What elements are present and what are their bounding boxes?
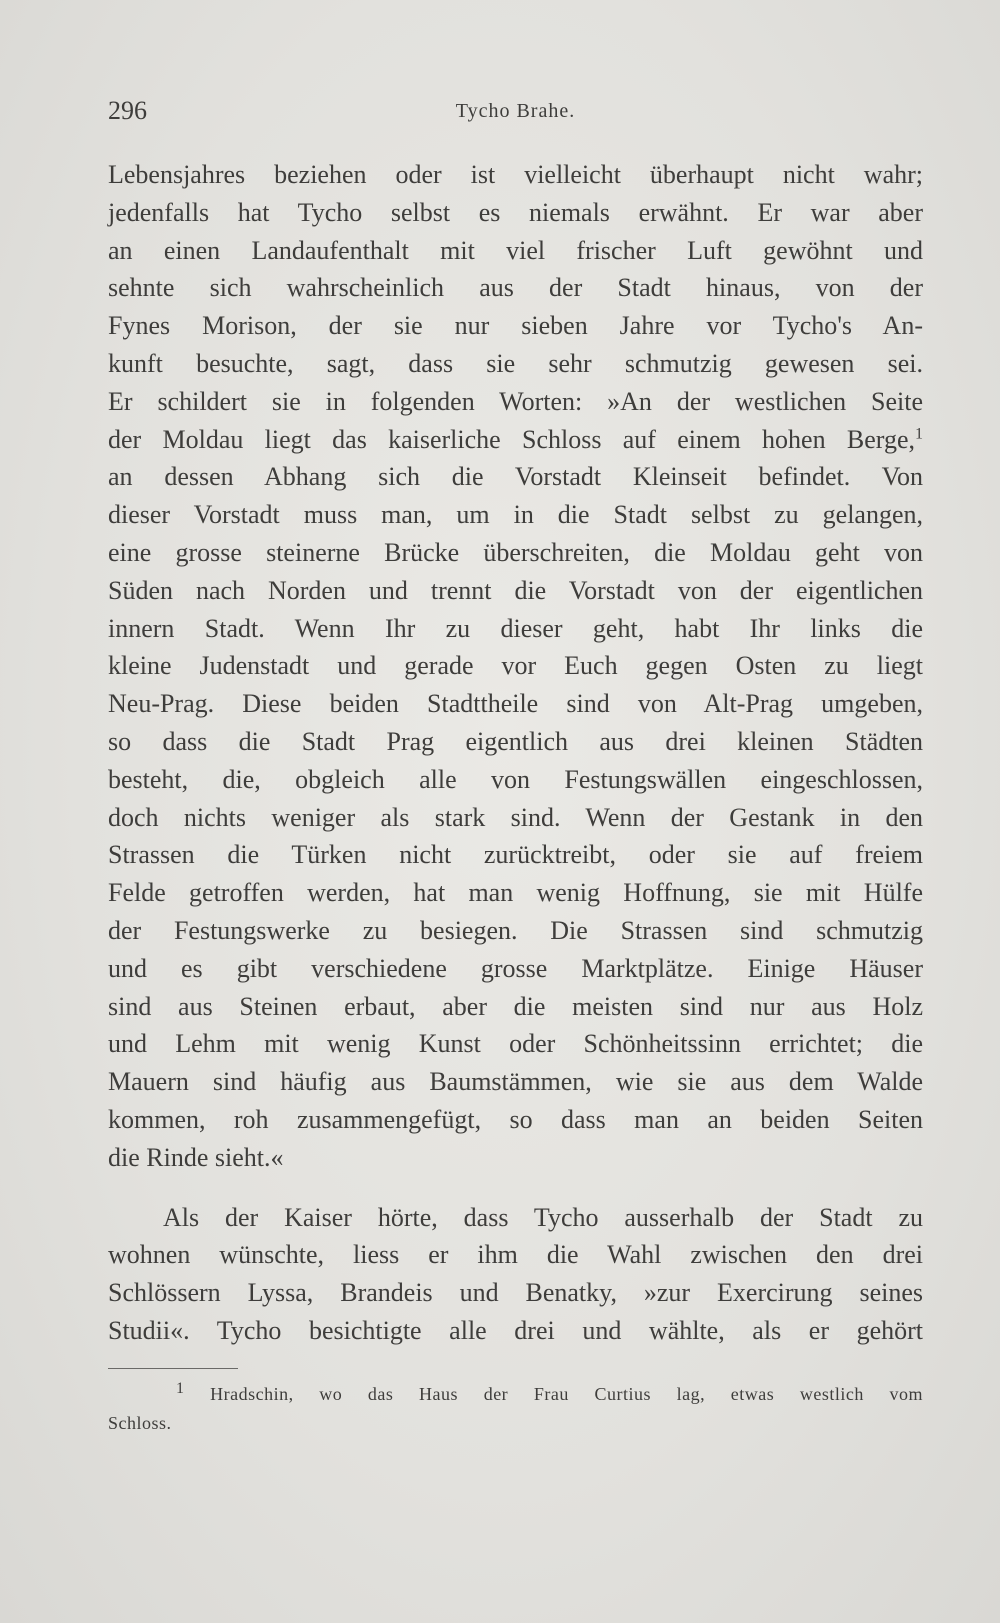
page-number: 296: [108, 96, 147, 125]
text-line: an dessen Abhang sich die Vorstadt Kleinseit befindet. Von: [108, 462, 923, 492]
text-line: und es gibt verschiedene grosse Marktplätze. Einige Häuser: [108, 953, 923, 983]
text-line: jedenfalls hat Tycho selbst es niemals erwähnt. Er war aber: [108, 197, 923, 227]
text-line: wohnen wünschte, liess er ihm die Wahl zwischen den drei: [108, 1240, 923, 1270]
text-line: kleine Judenstadt und gerade vor Euch gegen Osten zu liegt: [108, 651, 923, 681]
paragraph-2: [108, 1199, 923, 1350]
footnote-number: 1: [176, 1380, 185, 1397]
text-line: Fynes Morison, der sie nur sieben Jahre vor Tycho's An-: [108, 311, 923, 341]
text-line: Schlössern Lyssa, Brandeis und Benatky, »zur Exercirung seines: [108, 1278, 923, 1308]
footnote-separator: [108, 1368, 238, 1369]
text-line: Studii«. Tycho besichtigte alle drei und wählte, als er gehört: [108, 1315, 923, 1345]
text-line: besteht, die, obgleich alle von Festungswällen eingeschlossen,: [108, 764, 923, 794]
running-head: Tycho Brahe.: [455, 100, 576, 122]
text-line: kommen, roh zusammengefügt, so dass man an beiden Seiten: [108, 1104, 923, 1134]
footnote-line: Schloss.: [108, 1413, 172, 1433]
text-line: doch nichts weniger als stark sind. Wenn der Gestank in den: [108, 802, 923, 832]
text-line: eine grosse steinerne Brücke überschreiten, die Moldau geht von: [108, 537, 923, 567]
text-line: und Lehm mit wenig Kunst oder Schönheitssinn errichtet; die: [108, 1029, 923, 1059]
text-line: kunft besuchte, sagt, dass sie sehr schmutzig gewesen sei.: [108, 348, 923, 378]
text-line: Felde getroffen werden, hat man wenig Hoffnung, sie mit Hülfe: [108, 878, 923, 908]
text-line: Lebensjahres beziehen oder ist vielleicht überhaupt nicht wahr;: [108, 160, 923, 189]
page-header: [108, 96, 923, 128]
text-line: sind aus Steinen erbaut, aber die meisten sind nur aus Holz: [108, 991, 923, 1021]
text-line: Strassen die Türken nicht zurücktreibt, oder sie auf freiem: [108, 840, 923, 870]
text-line: an einen Landaufenthalt mit viel frischer Luft gewöhnt und: [108, 235, 923, 265]
text-line: die Rinde sieht.«: [108, 1142, 284, 1172]
text-line: Er schildert sie in folgenden Worten: »An der westlichen Seite: [108, 386, 923, 416]
text-line: der Festungswerke zu besiegen. Die Strassen sind schmutzig: [108, 915, 923, 945]
text-line: Süden nach Norden und trennt die Vorstadt von der eigentlichen: [108, 575, 923, 605]
text-line: sehnte sich wahrscheinlich aus der Stadt hinaus, von der: [108, 273, 923, 303]
text-line: Als der Kaiser hörte, dass Tycho ausserhalb der Stadt zu: [163, 1202, 923, 1232]
paragraph-gap: [108, 1177, 923, 1199]
text-line: Mauern sind häufig aus Baumstämmen, wie sie aus dem Walde: [108, 1067, 923, 1097]
text-line-with-footnote: [108, 421, 923, 459]
text-line-content: der Moldau liegt das kaiserliche Schloss auf einem hohen Berge,: [108, 424, 915, 454]
footnote-line: [108, 1380, 923, 1409]
body-text: [108, 156, 923, 1350]
footnote: [108, 1380, 923, 1438]
text-line: innern Stadt. Wenn Ihr zu dieser geht, habt Ihr links die: [108, 613, 923, 643]
text-line: dieser Vorstadt muss man, um in die Stadt selbst zu gelangen,: [108, 500, 923, 530]
text-line: Neu-Prag. Diese beiden Stadttheile sind von Alt-Prag umgeben,: [108, 689, 923, 719]
paragraph-1: [108, 156, 923, 1177]
footnote-text: Hradschin, wo das Haus der Frau Curtius lag, etwas westlich vom: [210, 1384, 923, 1404]
text-line: so dass die Stadt Prag eigentlich aus drei kleinen Städten: [108, 726, 923, 756]
footnote-marker: 1: [915, 424, 923, 442]
